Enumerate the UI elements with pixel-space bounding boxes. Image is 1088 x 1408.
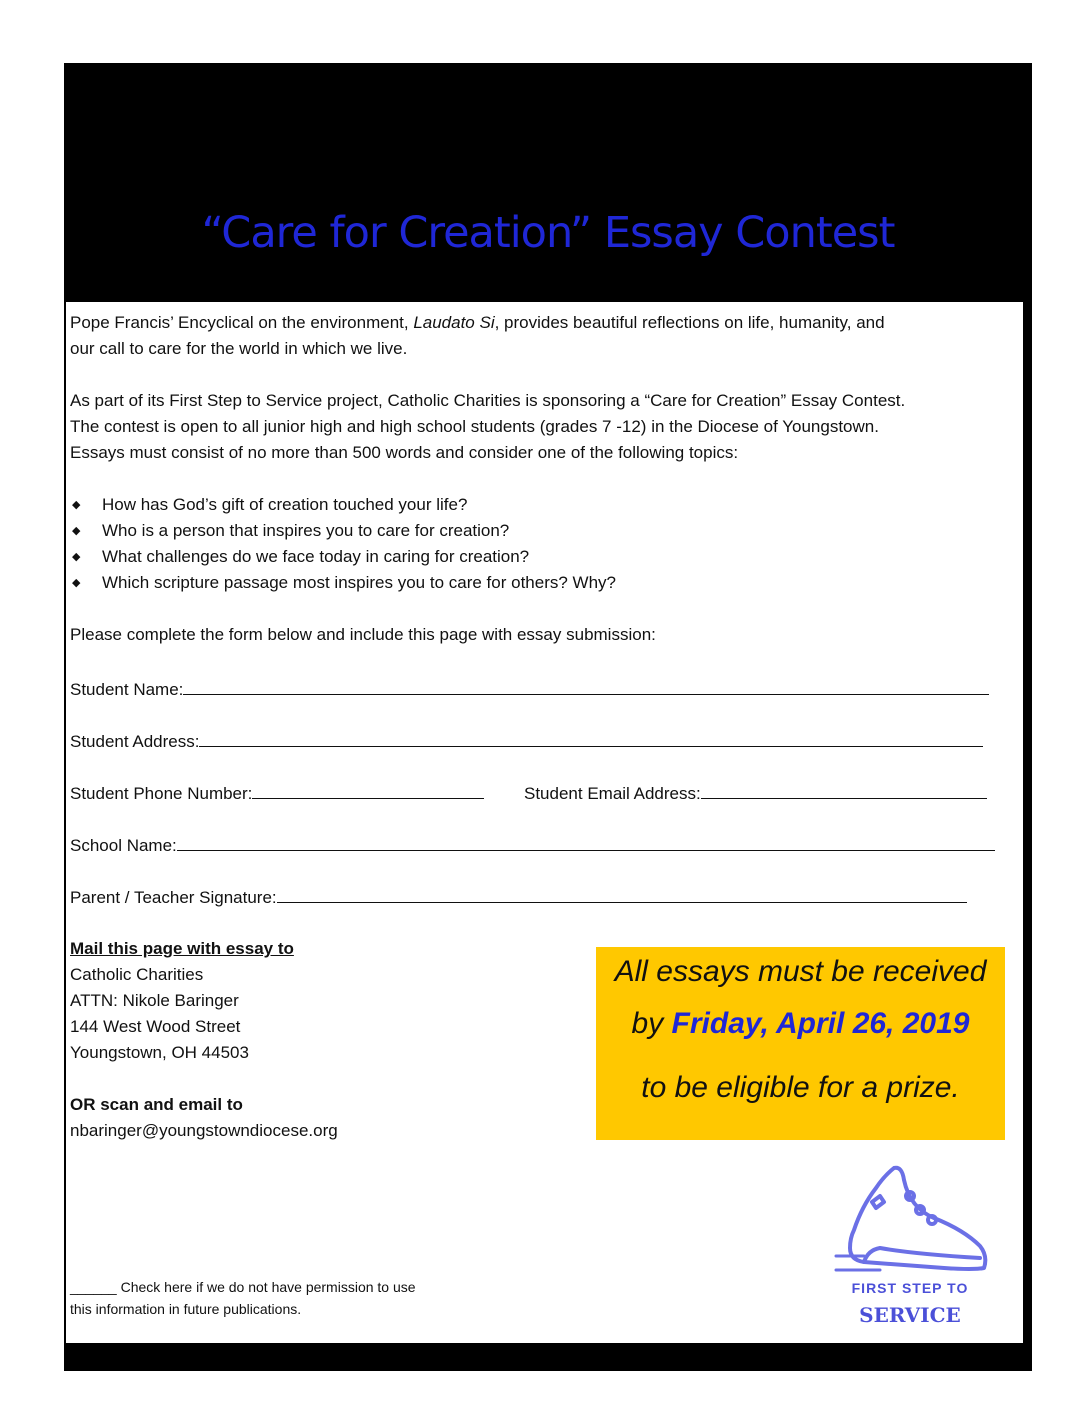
logo-line-1: FIRST STEP TO: [851, 1280, 969, 1296]
deadline-box: [596, 947, 1005, 1140]
diamond-bullet-icon: ◆: [72, 551, 81, 563]
paragraph2-line-2: The contest is open to all junior high and high school students (grades 7 -12) in the Diocese of Youngstown.: [70, 417, 879, 436]
student-name-field[interactable]: [70, 676, 989, 700]
student-email-label: Student Email Address:: [524, 784, 701, 803]
mail-line: 144 West Wood Street: [70, 1017, 241, 1036]
student-address-line[interactable]: [199, 728, 983, 747]
student-phone-field[interactable]: [70, 780, 484, 804]
mail-line: Catholic Charities: [70, 965, 204, 984]
mail-heading: Mail this page with essay to: [70, 939, 294, 958]
diamond-bullet-icon: ◆: [72, 525, 81, 537]
signature-label: Parent / Teacher Signature:: [70, 888, 277, 907]
list-item: ◆ Who is a person that inspires you to care for creation?: [70, 518, 616, 544]
permission-line-2: this information in future publications.: [70, 1301, 302, 1317]
student-name-label: Student Name:: [70, 680, 184, 699]
encyclical-title: Laudato Si: [413, 313, 495, 332]
school-name-field[interactable]: [70, 832, 995, 856]
deadline-line-2: by Friday, April 26, 2019: [631, 1007, 970, 1040]
list-item: ◆ What challenges do we face today in caring for creation?: [70, 544, 616, 570]
school-name-line[interactable]: [177, 832, 995, 851]
diamond-bullet-icon: ◆: [72, 499, 81, 511]
email-address[interactable]: nbaringer@youngstowndiocese.org: [70, 1121, 338, 1140]
paragraph2-line-1: As part of its First Step to Service project, Catholic Charities is sponsoring a “Care for Creation” Essay Contest.: [70, 391, 906, 410]
deadline-line-3: to be eligible for a prize.: [641, 1071, 960, 1104]
logo-line-2: SERVICE: [859, 1303, 961, 1327]
list-item: ◆ How has God’s gift of creation touched your life?: [70, 492, 616, 518]
paragraph2-line-3: Essays must consist of no more than 500 words and consider one of the following topics:: [70, 443, 739, 462]
signature-line[interactable]: [277, 884, 967, 903]
student-email-line[interactable]: [701, 780, 987, 799]
student-address-field[interactable]: [70, 728, 983, 752]
list-item: ◆ Which scripture passage most inspires you to care for others? Why?: [70, 570, 616, 596]
deadline-line-1: All essays must be received: [614, 955, 987, 988]
diamond-bullet-icon: ◆: [72, 577, 81, 589]
permission-line-1[interactable]: ______ Check here if we do not have permission to use: [70, 1279, 416, 1295]
permission-note: [70, 1276, 416, 1320]
signature-field[interactable]: [70, 884, 967, 908]
school-name-label: School Name:: [70, 836, 177, 855]
mail-instructions: [70, 936, 338, 1144]
page-title: “Care for Creation” Essay Contest: [201, 208, 895, 258]
student-phone-line[interactable]: [252, 780, 484, 799]
intro-line-2: our call to care for the world in which we live.: [70, 339, 408, 358]
deadline-date: Friday, April 26, 2019: [671, 1007, 970, 1040]
mail-line: Youngstown, OH 44503: [70, 1043, 249, 1062]
header-band: [64, 63, 1032, 301]
intro-line-1: Pope Francis’ Encyclical on the environment, Laudato Si, provides beautiful reflections on life, humanity, and: [70, 313, 885, 332]
student-phone-label: Student Phone Number:: [70, 784, 253, 803]
student-address-label: Student Address:: [70, 732, 200, 751]
form-intro: Please complete the form below and include this page with essay submission:: [70, 625, 656, 644]
student-email-field[interactable]: [524, 780, 987, 804]
topics-list: [70, 492, 616, 596]
student-name-line[interactable]: [183, 676, 989, 695]
mail-line: ATTN: Nikole Baringer: [70, 991, 239, 1010]
email-heading: OR scan and email to: [70, 1095, 243, 1114]
